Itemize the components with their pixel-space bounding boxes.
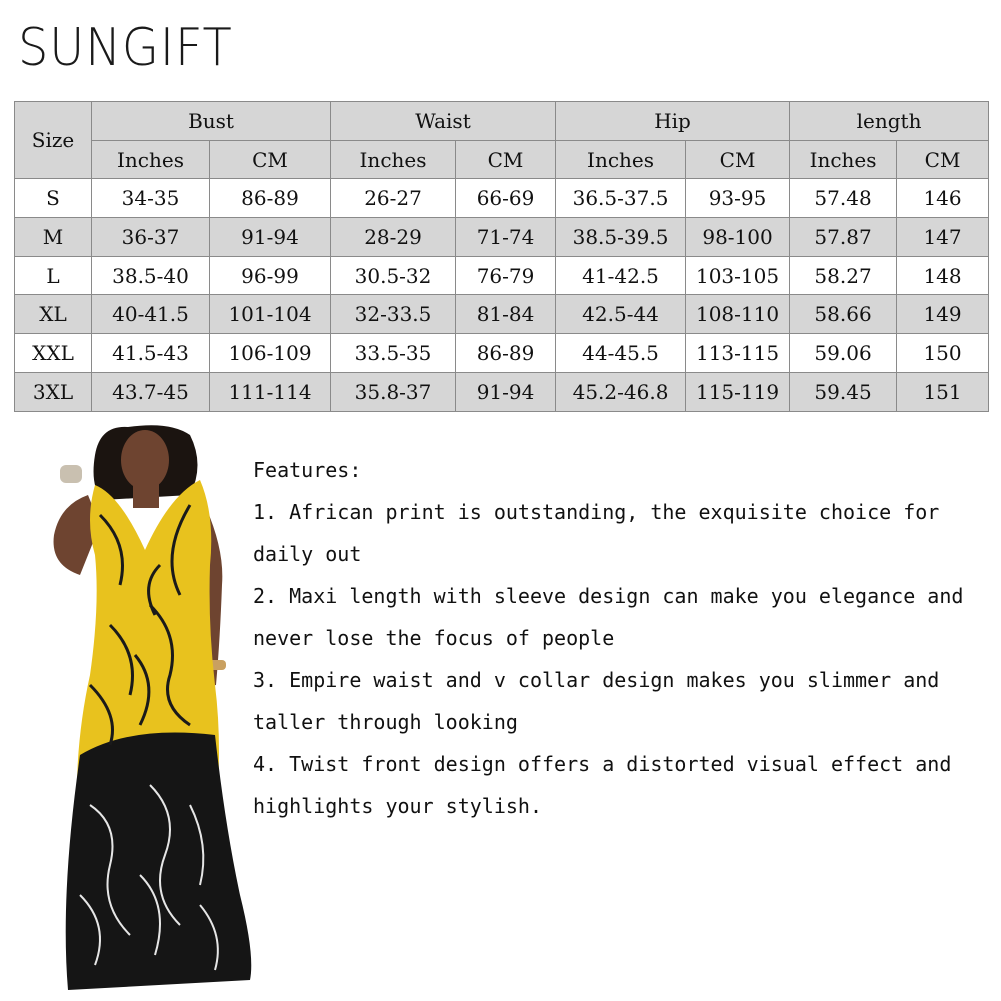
size-label-cell: XL — [15, 295, 92, 334]
measurement-cell: 91-94 — [210, 218, 331, 257]
measurement-cell: 147 — [897, 218, 989, 257]
measurement-cell: 35.8-37 — [331, 372, 456, 411]
feature-lines — [253, 491, 1001, 827]
measurement-cell: 59.45 — [790, 372, 897, 411]
measurement-cell: 57.48 — [790, 179, 897, 218]
measurement-cell: 33.5-35 — [331, 334, 456, 373]
measurement-cell: 58.66 — [790, 295, 897, 334]
size-label-cell: L — [15, 256, 92, 295]
measurement-cell: 41-42.5 — [556, 256, 686, 295]
unit-header-inches: Inches — [331, 140, 456, 179]
measurement-cell: 106-109 — [210, 334, 331, 373]
measurement-cell: 38.5-39.5 — [556, 218, 686, 257]
measurement-cell: 66-69 — [456, 179, 556, 218]
feature-line: daily out — [253, 542, 362, 566]
table-group-header-row — [15, 102, 989, 141]
unit-header-inches: Inches — [92, 140, 210, 179]
features-heading: Features: — [253, 458, 362, 482]
model-dress-photo — [40, 425, 255, 995]
measurement-cell: 96-99 — [210, 256, 331, 295]
feature-line: 4. Twist front design offers a distorted visual effect and — [253, 752, 952, 776]
measurement-cell: 113-115 — [686, 334, 790, 373]
measurement-cell: 71-74 — [456, 218, 556, 257]
table-row — [15, 372, 989, 411]
table-row — [15, 218, 989, 257]
measurement-cell: 86-89 — [210, 179, 331, 218]
size-label-cell: XXL — [15, 334, 92, 373]
feature-line: 1. African print is outstanding, the exquisite choice for — [253, 500, 940, 524]
feature-line: highlights your stylish. — [253, 794, 542, 818]
measurement-cell: 42.5-44 — [556, 295, 686, 334]
unit-header-cm: CM — [456, 140, 556, 179]
features-section — [253, 449, 1001, 827]
measurement-cell: 76-79 — [456, 256, 556, 295]
brand-logo: SUNGIFT — [18, 18, 233, 78]
measurement-cell: 30.5-32 — [331, 256, 456, 295]
feature-line: taller through looking — [253, 710, 518, 734]
measurement-cell: 103-105 — [686, 256, 790, 295]
measurement-cell: 150 — [897, 334, 989, 373]
measurement-cell: 98-100 — [686, 218, 790, 257]
measurement-cell: 91-94 — [456, 372, 556, 411]
measurement-cell: 81-84 — [456, 295, 556, 334]
measurement-cell: 44-45.5 — [556, 334, 686, 373]
size-label-cell: 3XL — [15, 372, 92, 411]
measurement-cell: 28-29 — [331, 218, 456, 257]
measurement-cell: 86-89 — [456, 334, 556, 373]
measurement-cell: 146 — [897, 179, 989, 218]
unit-header-cm: CM — [686, 140, 790, 179]
table-unit-header-row — [15, 140, 989, 179]
size-label-cell: S — [15, 179, 92, 218]
group-header-waist: Waist — [331, 102, 556, 141]
measurement-cell: 43.7-45 — [92, 372, 210, 411]
measurement-cell: 57.87 — [790, 218, 897, 257]
measurement-cell: 40-41.5 — [92, 295, 210, 334]
measurement-cell: 101-104 — [210, 295, 331, 334]
measurement-cell: 93-95 — [686, 179, 790, 218]
feature-line: 3. Empire waist and v collar design makes you slimmer and — [253, 668, 940, 692]
group-header-hip: Hip — [556, 102, 790, 141]
unit-header-inches: Inches — [556, 140, 686, 179]
group-header-bust: Bust — [92, 102, 331, 141]
measurement-cell: 108-110 — [686, 295, 790, 334]
unit-header-cm: CM — [897, 140, 989, 179]
unit-header-cm: CM — [210, 140, 331, 179]
measurement-cell: 58.27 — [790, 256, 897, 295]
size-column-header: Size — [15, 102, 92, 179]
feature-line: 2. Maxi length with sleeve design can make you elegance and — [253, 584, 964, 608]
measurement-cell: 38.5-40 — [92, 256, 210, 295]
measurement-cell: 111-114 — [210, 372, 331, 411]
table-row — [15, 295, 989, 334]
measurement-cell: 41.5-43 — [92, 334, 210, 373]
table-row — [15, 334, 989, 373]
measurement-cell: 115-119 — [686, 372, 790, 411]
measurement-cell: 148 — [897, 256, 989, 295]
size-label-cell: M — [15, 218, 92, 257]
measurement-cell: 26-27 — [331, 179, 456, 218]
measurement-cell: 36-37 — [92, 218, 210, 257]
measurement-cell: 151 — [897, 372, 989, 411]
table-row — [15, 179, 989, 218]
table-row — [15, 256, 989, 295]
size-chart-table — [14, 101, 989, 412]
measurement-cell: 36.5-37.5 — [556, 179, 686, 218]
unit-header-inches: Inches — [790, 140, 897, 179]
feature-line: never lose the focus of people — [253, 626, 615, 650]
measurement-cell: 45.2-46.8 — [556, 372, 686, 411]
measurement-cell: 59.06 — [790, 334, 897, 373]
measurement-cell: 149 — [897, 295, 989, 334]
measurement-cell: 32-33.5 — [331, 295, 456, 334]
measurement-cell: 34-35 — [92, 179, 210, 218]
group-header-length: length — [790, 102, 989, 141]
size-rows — [15, 179, 989, 411]
